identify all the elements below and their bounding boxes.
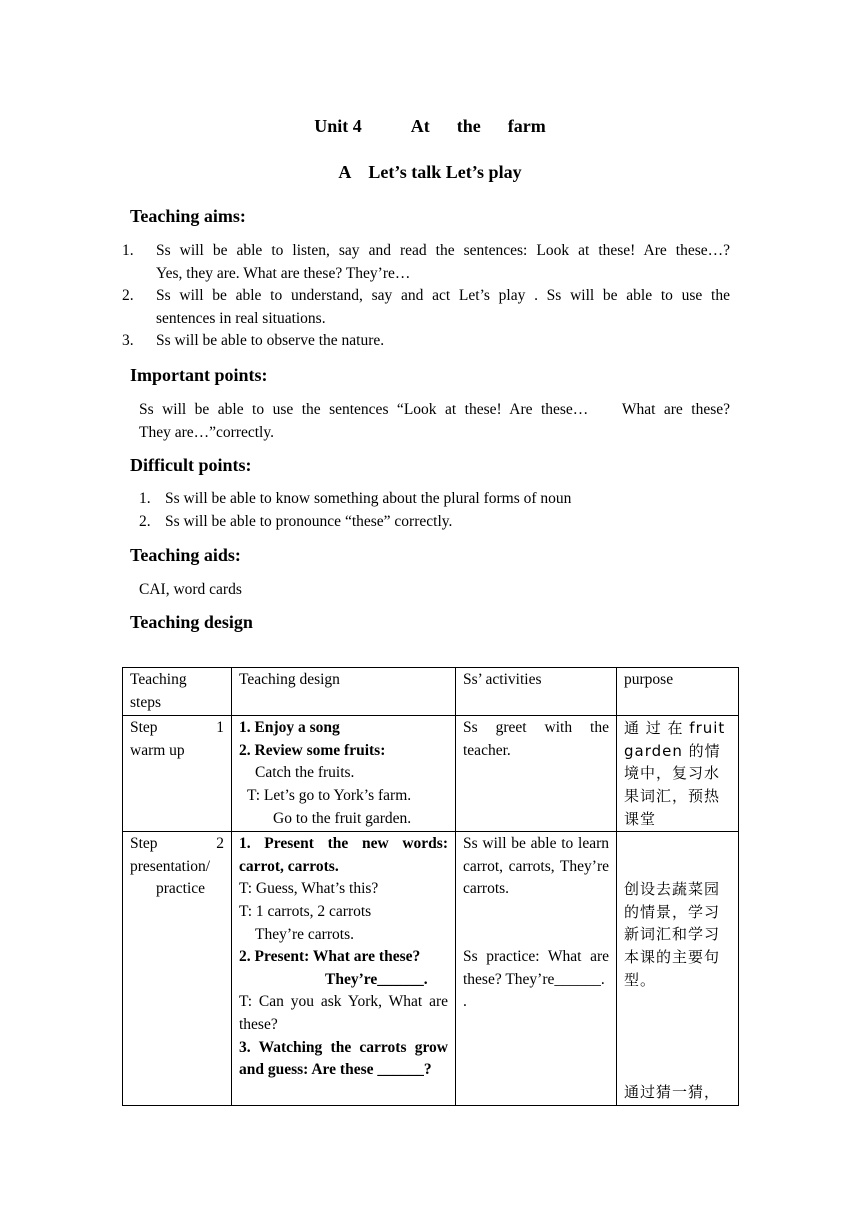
design-line: Go to the fruit garden. (273, 809, 412, 827)
important-points-heading: Important points: (130, 365, 268, 385)
document-title (0, 116, 860, 137)
design-line: 2. Review some fruits: (239, 741, 386, 759)
step-cell (123, 832, 232, 1106)
teaching-design-table (122, 667, 739, 1106)
purpose-text: garden 的情境中，复习水果词汇，预热课堂 (624, 741, 721, 828)
activities-text: Ss greet with the teacher. (463, 719, 609, 759)
design-line: T: Let’s go to York’s farm. (247, 786, 412, 804)
list-item-line: Ss will be able to observe the nature. (156, 332, 385, 349)
step-cell (123, 716, 232, 832)
title-word-at: At (410, 116, 430, 136)
list-item (122, 285, 730, 330)
list-item-text: Ss will be able to know something about the plural forms of noun (165, 490, 572, 507)
title-word-the: the (456, 116, 481, 136)
step-number: 2 (216, 835, 224, 853)
list-item (139, 511, 730, 534)
design-line: They’re carrots. (255, 925, 354, 943)
design-line: 1. Enjoy a song (239, 719, 340, 737)
table-row (123, 832, 739, 1106)
title-unit: Unit 4 (314, 116, 362, 136)
step-name: practice (156, 880, 206, 898)
header-cell-purpose: purpose (617, 668, 739, 716)
teaching-aids-heading: Teaching aids: (130, 545, 241, 565)
activities-cell (456, 832, 617, 1106)
design-cell (232, 716, 456, 832)
activities-text: Ss practice: What are these? They’re______. (463, 947, 609, 988)
purpose-cell (617, 832, 739, 1106)
design-line: They’re______. (325, 970, 428, 988)
teaching-aims-heading: Teaching aims: (130, 206, 246, 226)
design-line: 3. Watching the carrots grow and guess: Are these ______? (239, 1038, 448, 1079)
list-item (122, 240, 730, 285)
table-header-row (123, 668, 739, 716)
step-word: Step (130, 835, 158, 853)
list-number: 2. (122, 287, 134, 304)
header-cell-activities: Ss’ activities (456, 668, 617, 716)
purpose-cell (617, 716, 739, 832)
header-cell-steps (123, 668, 232, 716)
list-item-line: sentences in real situations. (156, 309, 326, 327)
important-points-text (139, 398, 730, 444)
list-number: 3. (122, 332, 134, 349)
title-word-farm: farm (507, 116, 546, 136)
step-number: 1 (216, 719, 224, 737)
paragraph-line: Ss will be able to use the sentences “Look at these! Are these… What are these? (139, 401, 730, 418)
teaching-aims-list (122, 240, 730, 353)
paragraph-line: They are…”correctly. (139, 424, 274, 441)
list-item-text: Ss will be able to pronounce “these” correctly. (165, 512, 453, 530)
list-item (139, 488, 730, 511)
list-number: 1. (122, 242, 134, 259)
activities-cell (456, 716, 617, 832)
step-word: Step (130, 719, 158, 737)
purpose-text: 通过猜一猜， (624, 1083, 721, 1102)
list-number: 1. (139, 490, 151, 507)
step-label (130, 717, 224, 740)
design-line: T: Can you ask York, What are these? (239, 993, 448, 1033)
step-label (130, 833, 224, 856)
document-subtitle: A Let’s talk Let’s play (338, 162, 522, 182)
step-name: presentation/ (130, 857, 211, 875)
difficult-points-heading: Difficult points: (130, 455, 252, 475)
list-item-line: Ss will be able to understand, say and act Let’s play . Ss will be able to use the (156, 287, 730, 304)
design-line: T: Guess, What’s this? (239, 880, 379, 898)
difficult-points-list (139, 488, 730, 533)
activities-text: . (463, 993, 467, 1011)
list-number: 2. (139, 512, 151, 530)
design-cell (232, 832, 456, 1106)
step-name: warm up (130, 741, 185, 759)
header-text: Teaching steps (130, 671, 187, 711)
design-line: T: 1 carrots, 2 carrots (239, 902, 372, 920)
header-cell-design: Teaching design (232, 668, 456, 716)
design-line: 2. Present: What are these? (239, 948, 421, 966)
list-item-line: Ss will be able to listen, say and read the sentences: Look at these! Are these…? (156, 242, 730, 259)
design-line: 1. Present the new words: carrot, carrots. (239, 835, 448, 875)
purpose-text: 创设去蔬菜园的情景，学习新词汇和学习本课的主要句型。 (624, 880, 721, 989)
list-item (122, 330, 730, 353)
table-row (123, 716, 739, 832)
design-line: Catch the fruits. (255, 764, 355, 782)
purpose-text: 通 过 在 fruit (624, 719, 726, 738)
activities-text: Ss will be able to learn carrot, carrots, They’re carrots. (463, 835, 609, 898)
teaching-aids-text: CAI, word cards (139, 581, 242, 598)
teaching-design-heading: Teaching design (130, 612, 253, 632)
list-item-line: Yes, they are. What are these? They’re… (156, 264, 411, 282)
